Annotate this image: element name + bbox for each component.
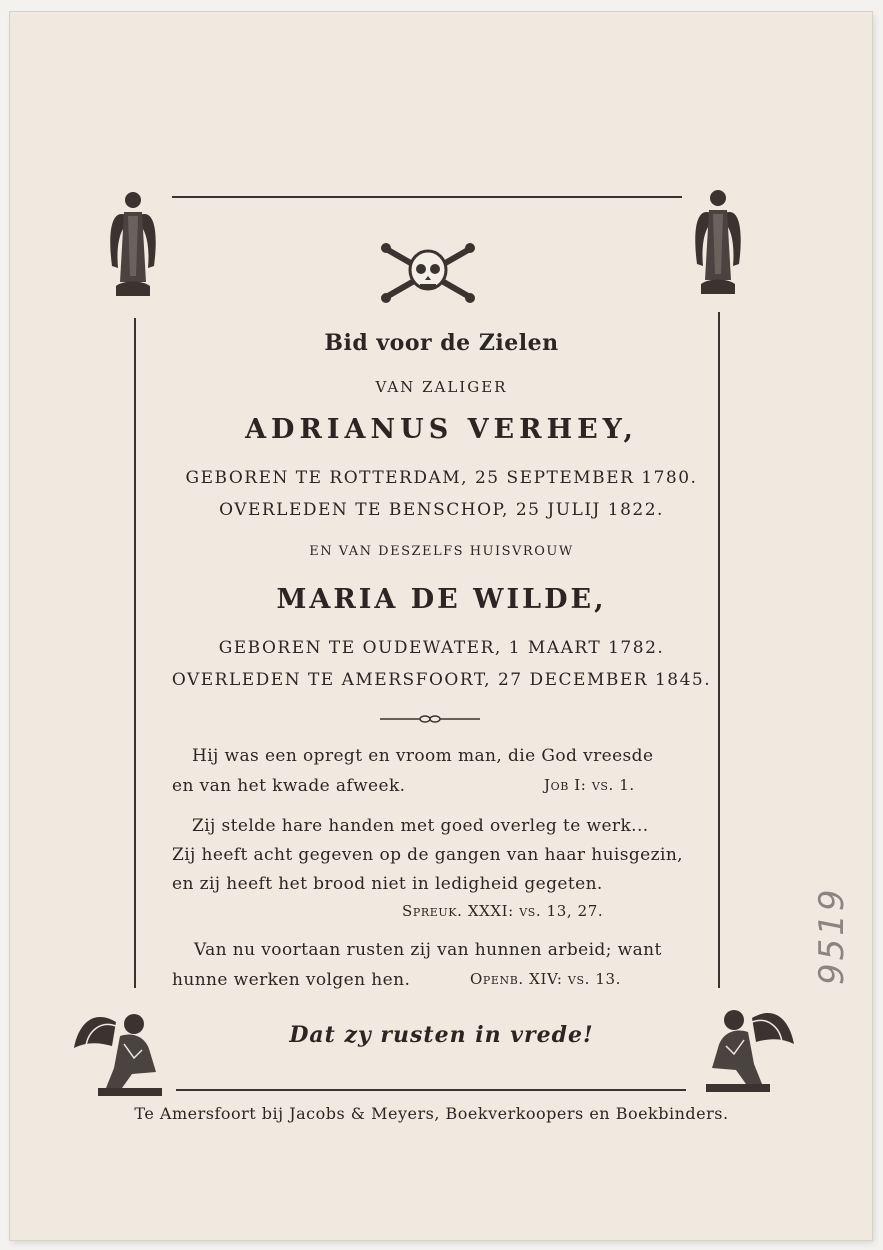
kneeling-angel-icon bbox=[72, 1002, 168, 1098]
scroll-divider-icon bbox=[380, 713, 480, 725]
top-rule bbox=[172, 196, 682, 198]
printer-footer: Te Amersfoort bij Jacobs & Meyers, Boekverkoopers en Boekbinders. bbox=[134, 1104, 729, 1123]
skull-crossbones-icon bbox=[378, 242, 478, 304]
connector-text: EN VAN DESZELFS HUISVROUW bbox=[309, 544, 574, 559]
verse3-reference: Openb. XIV: vs. 13. bbox=[470, 970, 621, 988]
inventory-number: 9519 bbox=[812, 886, 852, 985]
person1-name: ADRIANUS VERHEY, bbox=[245, 414, 638, 445]
person2-born: GEBOREN TE OUDEWATER, 1 MAART 1782. bbox=[218, 638, 665, 658]
verse2-reference: Spreuk. XXXI: vs. 13, 27. bbox=[402, 902, 604, 920]
person2-died: OVERLEDEN TE AMERSFOORT, 27 DECEMBER 1845. bbox=[171, 670, 712, 690]
verse3-line2: hunne werken volgen hen. bbox=[172, 970, 411, 990]
verse3-line1: Van nu voortaan rusten zij van hunnen arbeid; want bbox=[194, 940, 662, 960]
verse1-line2: en van het kwade afweek. bbox=[172, 776, 406, 796]
closing-text: Dat zy rusten in vrede! bbox=[289, 1022, 594, 1048]
verse2-line2: Zij heeft acht gegeven op de gangen van haar huisgezin, bbox=[172, 845, 683, 865]
praying-angel-icon bbox=[108, 186, 158, 302]
person2-name: MARIA DE WILDE, bbox=[276, 584, 607, 615]
verse1-line1: Hij was een opregt en vroom man, die God vreesde bbox=[192, 746, 654, 766]
heading: Bid voor de Zielen bbox=[324, 330, 559, 356]
subheading: VAN ZALIGER bbox=[375, 378, 508, 396]
person1-died: OVERLEDEN TE BENSCHOP, 25 JULIJ 1822. bbox=[219, 500, 664, 520]
praying-angel-icon bbox=[693, 184, 743, 300]
verse1-reference: Job I: vs. 1. bbox=[544, 776, 635, 794]
bottom-rule bbox=[176, 1089, 686, 1091]
verse2-line1: Zij stelde hare handen met goed overleg te werk... bbox=[192, 816, 649, 836]
verse2-line3: en zij heeft het brood niet in ledigheid gegeten. bbox=[172, 874, 603, 894]
person1-born: GEBOREN TE ROTTERDAM, 25 SEPTEMBER 1780. bbox=[185, 468, 698, 488]
